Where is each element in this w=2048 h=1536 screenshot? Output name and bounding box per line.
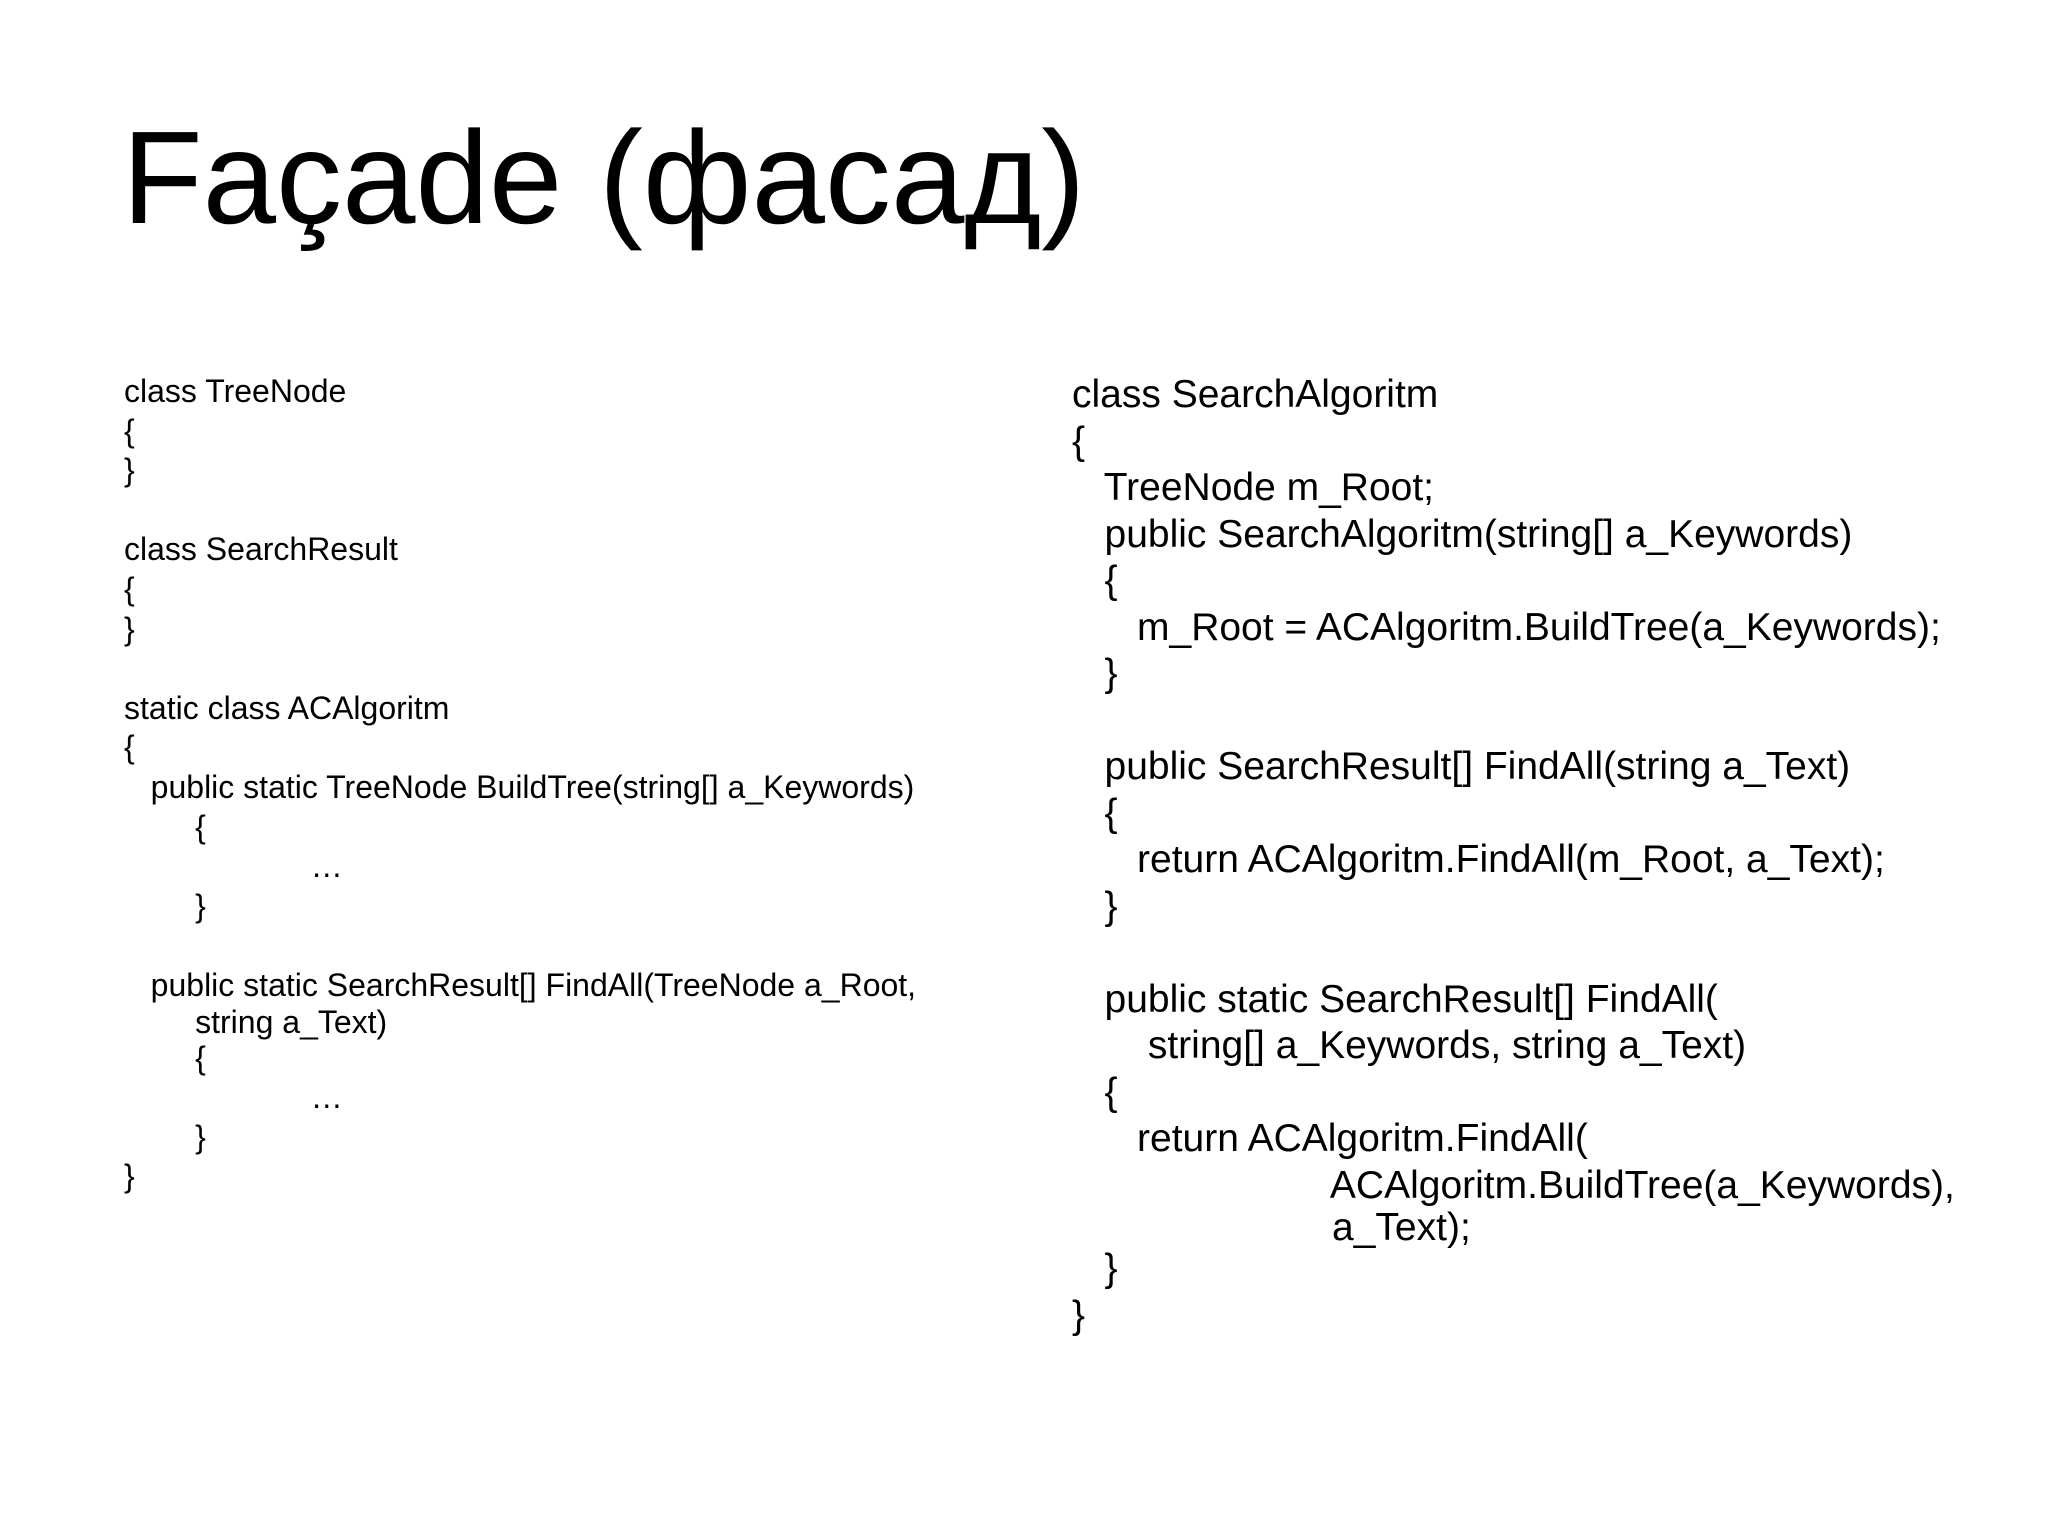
code-line: … (124, 1079, 343, 1116)
slide-title: Façade (фасад) (122, 104, 1086, 251)
code-line: public static TreeNode BuildTree(string[] a_Keywords) (124, 768, 915, 805)
code-line (124, 491, 1004, 531)
code-line: static class ACAlgoritm (124, 689, 450, 726)
code-line: ACAlgoritm.BuildTree(a_Keywords), (1072, 1163, 1955, 1207)
code-line: TreeNode m_Root; (1072, 466, 1435, 509)
code-line: public SearchResult[] FindAll(string a_Text) (1072, 745, 1851, 788)
code-line: public static SearchResult[] FindAll(TreeNode a_Root, (124, 966, 917, 1003)
code-line: } (1072, 884, 1118, 928)
code-line: return ACAlgoritm.FindAll(m_Root, a_Text); (1072, 838, 1885, 881)
code-line: } (124, 887, 206, 924)
code-line: … (124, 848, 343, 885)
code-line: public static SearchResult[] FindAll( (1072, 977, 1718, 1021)
code-line: { (1072, 559, 1118, 602)
code-line: { (124, 570, 135, 607)
code-line (124, 649, 1004, 689)
code-line: } (1072, 1293, 1086, 1337)
code-line: { (124, 808, 206, 845)
code-line: class SearchAlgoritm (1072, 373, 1439, 416)
code-line: } (124, 452, 135, 489)
code-line: { (1072, 419, 1086, 463)
code-line: return ACAlgoritm.FindAll( (1072, 1117, 1588, 1160)
code-block-acalgoritm (124, 372, 1004, 1197)
code-line: public SearchAlgoritm(string[] a_Keywords) (1072, 512, 1853, 556)
code-line: } (1072, 1247, 1118, 1290)
code-line: } (1072, 652, 1118, 695)
code-line: } (124, 1118, 206, 1155)
code-line: } (124, 1158, 135, 1195)
code-line (1072, 930, 2012, 977)
code-line: class TreeNode (124, 373, 347, 409)
code-line (1072, 698, 2012, 745)
code-line: m_Root = ACAlgoritm.BuildTree(a_Keywords); (1072, 605, 1941, 649)
code-line: class SearchResult (124, 531, 398, 568)
code-line: a_Text); (1072, 1206, 1471, 1249)
code-line: { (124, 412, 135, 449)
code-line (124, 926, 1004, 966)
code-line: { (124, 1039, 206, 1076)
code-line: { (1072, 791, 1118, 835)
code-line: string a_Text) (124, 1003, 388, 1040)
code-line: string[] a_Keywords, string a_Text) (1072, 1024, 1747, 1067)
code-line: } (124, 610, 135, 647)
code-line: { (1072, 1070, 1118, 1114)
code-line: { (124, 729, 135, 766)
code-block-searchalgoritm (1072, 372, 2012, 1339)
